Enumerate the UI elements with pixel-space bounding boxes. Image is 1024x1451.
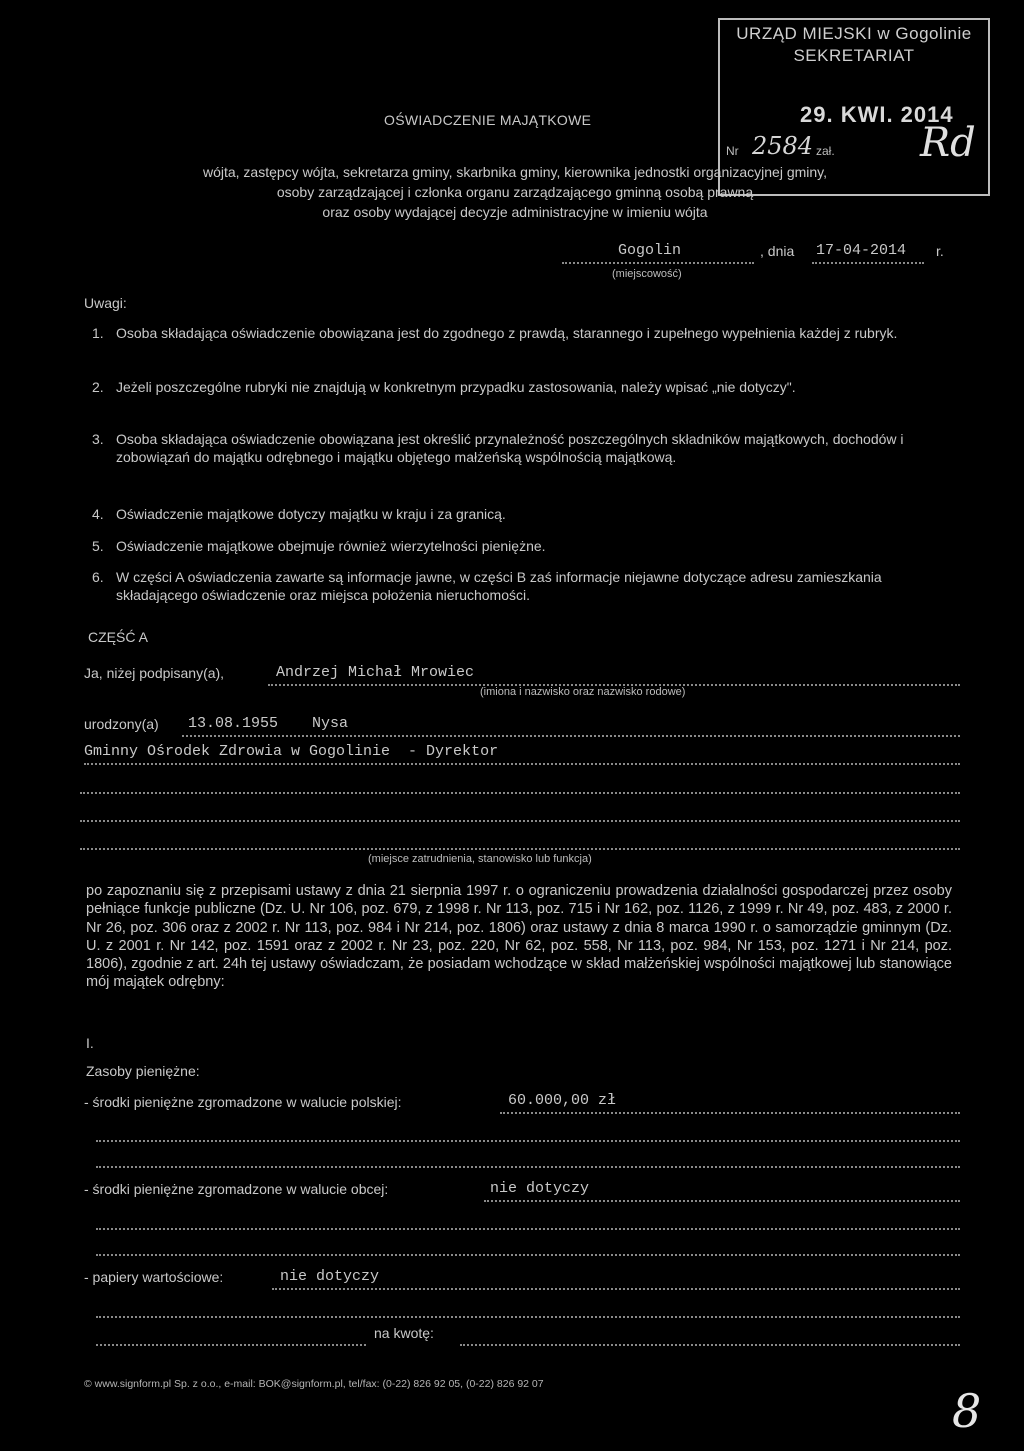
born-date: 13.08.1955 <box>188 715 279 732</box>
note-text: W części A oświadczenia zawarte są informacje jawne, w części B zaś informacje niejawne dotyczące adresu zamieszkania składającego oświadczenie oraz miejsca położenia nieruchomości. <box>116 569 882 603</box>
declarant-name: Andrzej Michał Mrowiec <box>276 664 475 681</box>
note-number: 5. <box>92 538 104 554</box>
employment-dots <box>80 848 960 850</box>
part-a-heading: CZĘŚĆ A <box>88 629 148 645</box>
date-suffix: r. <box>936 243 944 259</box>
place-value: Gogolin <box>618 242 682 259</box>
pln-extra-dots <box>96 1140 960 1142</box>
funds-heading: Zasoby pieniężne: <box>86 1063 200 1079</box>
document-subtitle <box>80 162 950 222</box>
date-value: 17-04-2014 <box>816 242 907 259</box>
subtitle-line: osoby zarządzającej i członka organu zarządzającego gminną osobą prawną <box>276 184 754 200</box>
stamp-office: URZĄD MIEJSKI w Gogolinie <box>736 24 972 43</box>
note-number: 4. <box>92 506 104 522</box>
subtitle-line: oraz osoby wydającej decyzje administracyjne w imieniu wójta <box>322 204 708 220</box>
stamp-department: SEKRETARIAT <box>793 46 915 65</box>
date-label: , dnia <box>760 243 795 259</box>
note-item <box>92 505 946 523</box>
date-dots <box>812 262 924 264</box>
note-text: Oświadczenie majątkowe dotyczy majątku w kraju i za granicą. <box>116 506 506 522</box>
born-label: urodzony(a) <box>84 716 159 732</box>
declarant-caption: (imiona i nazwisko oraz nazwisko rodowe) <box>480 686 686 698</box>
foreign-extra-dots <box>96 1254 960 1256</box>
note-item <box>92 430 946 466</box>
securities-extra-dots <box>96 1316 960 1318</box>
document-title: OŚWIADCZENIE MAJĄTKOWE <box>384 112 592 128</box>
securities-value: nie dotyczy <box>280 1268 380 1285</box>
law-paragraph: po zapoznaniu się z przepisami ustawy z dnia 21 sierpnia 1997 r. o ograniczeniu prowadzenia działalności gospodarczej przez osoby pełniące funkcje publiczne (Dz. U. Nr 106, poz. 679, z 1998 r. Nr 113, poz. 715 i Nr 162, poz. 1126, z 1999 r. Nr 49, poz. 483, z 2000 r. Nr 26, poz. 306 oraz z 2002 r. Nr 113, poz. 984 i Nr 214, poz. 1806) oraz ustawy z dnia 8 marca 1990 r. o samorządzie gminnym (Dz. U. z 2001 r. Nr 142, poz. 1591 oraz z 2002 r. Nr 23, poz. 220, Nr 62, poz. 558, Nr 113, poz. 984, Nr 153, poz. 1271 i Nr 214, poz. 1806), zgodnie z art. 24h tej ustawy oświadczam, że posiadam wchodzące w skład małżeńskiej wspólności majątkowej lub stanowiące mój majątek odrębny: <box>86 883 952 991</box>
foreign-label: - środki pieniężne zgromadzone w walucie obcej: <box>84 1181 389 1197</box>
stamp-date: 29. KWI. 2014 <box>800 102 954 127</box>
declarant-label: Ja, niżej podpisany(a), <box>84 665 225 681</box>
securities-dots <box>272 1288 960 1290</box>
note-item <box>92 568 946 604</box>
note-text: Osoba składająca oświadczenie obowiązana jest do zgodnego z prawdą, starannego i zupełnego wypełnienia każdej z rubryk. <box>116 325 898 341</box>
foreign-value: nie dotyczy <box>490 1180 590 1197</box>
note-number: 6. <box>92 569 104 585</box>
note-item <box>92 378 946 396</box>
section-number: I. <box>86 1035 94 1051</box>
amount-label: na kwotę: <box>374 1325 434 1341</box>
stamp-zal-label: zał. <box>816 144 835 158</box>
subtitle-line: wójta, zastępcy wójta, sekretarza gminy, skarbnika gminy, kierownika jednostki organizacyjnej gminy, <box>202 164 828 180</box>
amount-dots <box>460 1344 960 1346</box>
note-text: Oświadczenie majątkowe obejmuje również wierzytelności pieniężne. <box>116 538 546 554</box>
stamp-nr-value: 2584 <box>752 132 814 160</box>
born-dots <box>182 735 960 737</box>
employment-dots <box>80 820 960 822</box>
note-text: Osoba składająca oświadczenie obowiązana jest określić przynależność poszczególnych składników majątkowych, dochodów i zobowiązań do majątku odrębnego i majątku objętego małżeńską wspólnością majątkową. <box>116 431 904 465</box>
pln-extra-dots <box>96 1166 960 1168</box>
note-item <box>92 537 946 555</box>
stamp-signature: Rd <box>920 120 976 166</box>
employment-caption: (miejsce zatrudnienia, stanowisko lub funkcja) <box>368 853 592 865</box>
amount-pre-dots <box>96 1344 366 1346</box>
stamp-nr-label: Nr <box>726 144 739 158</box>
pln-dots <box>500 1112 960 1114</box>
employment-dots <box>80 792 960 794</box>
notes-heading: Uwagi: <box>84 295 127 311</box>
born-place: Nysa <box>312 715 349 732</box>
securities-label: - papiery wartościowe: <box>84 1269 224 1285</box>
note-number: 2. <box>92 379 104 395</box>
footer-copyright: © www.signform.pl Sp. z o.o., e-mail: BOK@signform.pl, tel/fax: (0-22) 826 92 05, (0-22) 826 92 07 <box>84 1378 544 1390</box>
note-number: 1. <box>92 325 104 341</box>
page-number: 8 <box>952 1384 982 1438</box>
place-caption: (miejscowość) <box>612 268 682 280</box>
note-item <box>92 324 946 342</box>
employment-value: Gminny Ośrodek Zdrowia w Gogolinie - Dyrektor <box>84 743 499 760</box>
employment-dots <box>84 763 960 765</box>
note-text: Jeżeli poszczególne rubryki nie znajdują w konkretnym przypadku zastosowania, należy wpisać „nie dotyczy". <box>116 379 796 395</box>
pln-label: - środki pieniężne zgromadzone w walucie polskiej: <box>84 1094 402 1110</box>
foreign-dots <box>484 1200 960 1202</box>
pln-value: 60.000,00 zł <box>508 1092 617 1109</box>
place-dots <box>562 262 754 264</box>
note-number: 3. <box>92 431 104 447</box>
foreign-extra-dots <box>96 1228 960 1230</box>
